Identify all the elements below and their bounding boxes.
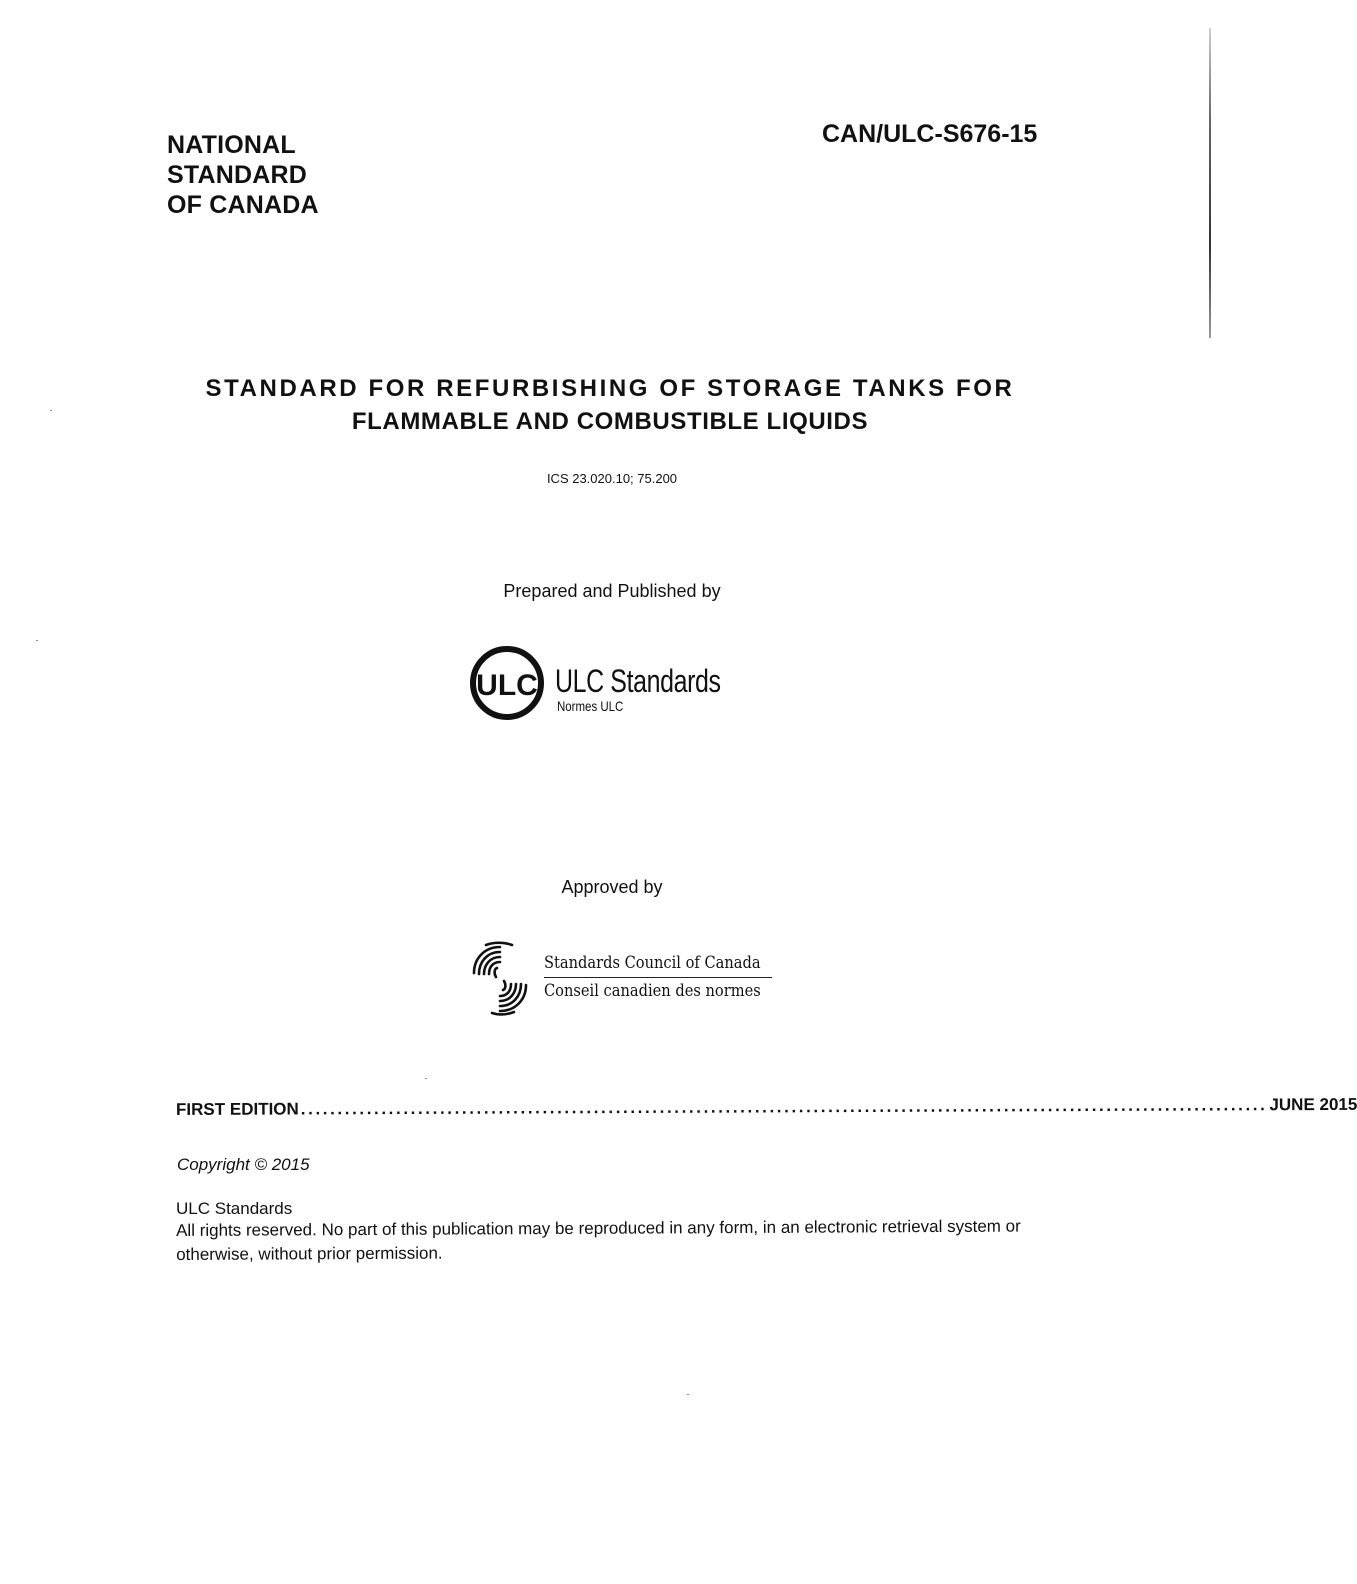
footer-org: ULC Standards (176, 1199, 293, 1218)
ulc-logo-subtitle: Normes ULC (557, 698, 624, 714)
scan-speck (50, 410, 52, 411)
prepared-by-label: Prepared and Published by (503, 581, 721, 601)
title-line-2: FLAMMABLE AND COMBUSTIBLE LIQUIDS (351, 408, 869, 435)
ulc-logo-icon (467, 643, 547, 723)
scc-name-french: Conseil canadien des normes (544, 981, 761, 1001)
national-standard-line: NATIONAL (167, 131, 296, 159)
document-title (120, 372, 1100, 438)
national-standard-line: OF CANADA (167, 191, 319, 219)
scan-edge-mark (1209, 28, 1211, 338)
scc-name-english: Standards Council of Canada (544, 953, 761, 973)
ics-code: ICS 23.020.10; 75.200 (546, 471, 678, 486)
ulc-logo-name: ULC Standards (555, 663, 721, 699)
title-line-1: STANDARD FOR REFURBISHING OF STORAGE TANKS FOR (205, 375, 1015, 402)
svg-text:ULC: ULC (476, 669, 538, 702)
scan-speck (36, 640, 38, 641)
scc-divider (544, 977, 772, 978)
edition-line (175, 1094, 1357, 1120)
approved-by-label: Approved by (561, 877, 663, 897)
national-standard-label (167, 130, 319, 220)
dot-leader: .................................................................................................................................... (300, 1095, 1268, 1119)
rights-statement: All rights reserved. No part of this publication may be reproduced in any form, in an electronic retrieval system or otherwise, without prior permission. (176, 1216, 1021, 1264)
national-standard-line: STANDARD (167, 161, 308, 189)
scan-speck (425, 1078, 427, 1079)
copyright-notice: Copyright © 2015 (177, 1155, 310, 1174)
edition-label: FIRST EDITION (175, 1099, 299, 1119)
scan-speck (687, 1394, 689, 1395)
document-code: CAN/ULC-S676-15 (822, 120, 1038, 148)
edition-date: JUNE 2015 (1269, 1094, 1357, 1115)
scc-swirl-icon (470, 941, 530, 1017)
